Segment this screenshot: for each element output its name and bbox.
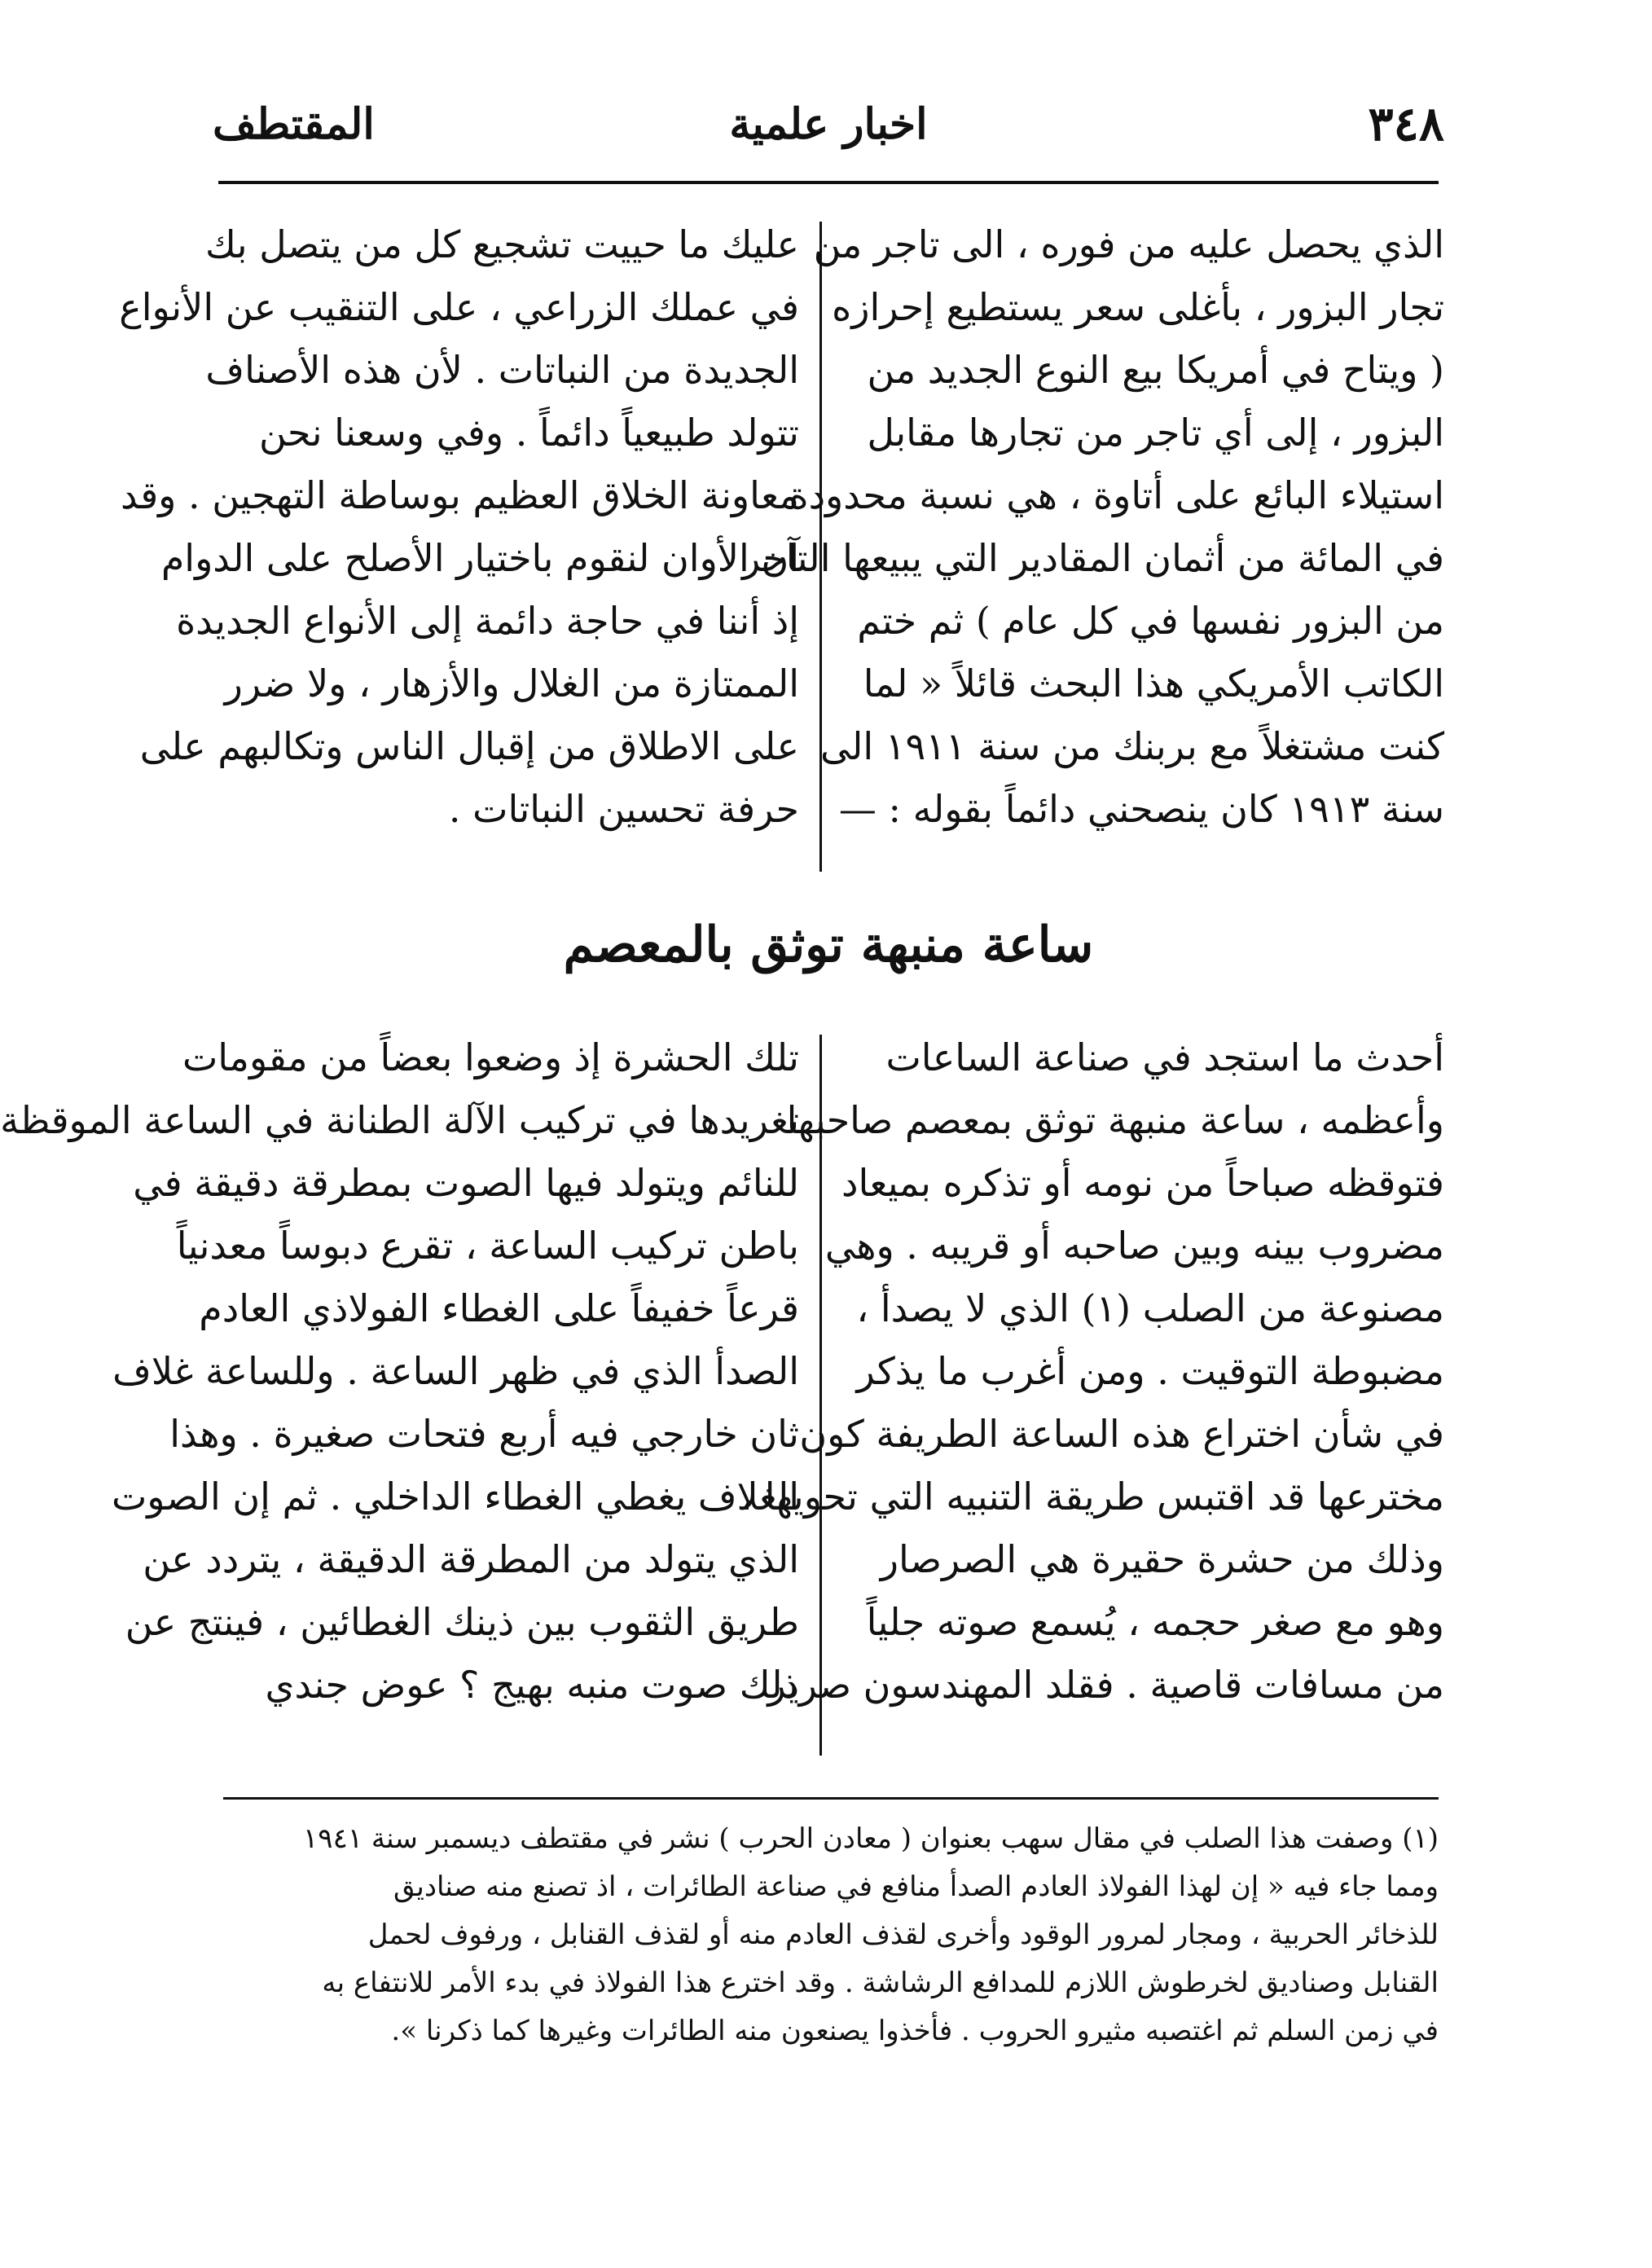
text-line: حرفة تحسين النباتات .: [448, 787, 799, 831]
footnote-line: في زمن السلم ثم اغتصبه مثيرو الحروب . فأخذوا يصنعون منه الطائرات وغيرها كما ذكرنا ».: [391, 2015, 1439, 2047]
running-header: [213, 96, 1444, 169]
footnote-line: ومما جاء فيه « إن لهذا الفولاذ العادم الصدأ منافع في صناعة الطائرات ، اذ تصنع منه صناديق: [393, 1870, 1439, 1903]
text-line: ثان خارجي فيه أربع فتحات صغيرة . وهذا: [169, 1412, 799, 1456]
text-line: في شأن اختراع هذه الساعة الطريفة كون: [799, 1412, 1444, 1456]
text-line: مضروب بينه وبين صاحبه أو قريبه . وهي: [824, 1224, 1444, 1268]
footnote-line: للذخائر الحربية ، ومجار لمرور الوقود وأخرى لقذف العادم منه أو لقذف القنابل ، ورفوف لحمل: [367, 1919, 1439, 1951]
text-line: كنت مشتغلاً مع بربنك من سنة ١٩١١ الى: [820, 724, 1444, 768]
text-line: مضبوطة التوقيت . ومن أغرب ما يذكر: [856, 1349, 1444, 1393]
text-line: تلك الحشرة إذ وضعوا بعضاً من مقومات: [182, 1035, 799, 1079]
text-line: تغريدها في تركيب الآلة الطنانة في الساعة الموقظة: [0, 1098, 799, 1142]
text-line: الغلاف يغطي الغطاء الداخلي . ثم إن الصوت: [112, 1475, 799, 1519]
article-continuation: [119, 213, 1444, 880]
text-line: من البزور نفسها في كل عام ) ثم ختم: [857, 599, 1444, 643]
text-line: عليك ما حييت تشجيع كل من يتصل بك: [205, 222, 799, 266]
left-column: [0, 1026, 799, 1716]
text-line: مصنوعة من الصلب (١) الذي لا يصدأ ،: [856, 1286, 1444, 1330]
text-line: الممتازة من الغلال والأزهار ، ولا ضرر: [224, 662, 799, 705]
text-line: للنائم ويتولد فيها الصوت بمطرقة دقيقة في: [133, 1161, 799, 1205]
footnote-line: (١) وصفت هذا الصلب في مقال سهب بعنوان ( معادن الحرب ) نشر في مقتطف ديسمبر سنة ١٩٤١: [303, 1822, 1439, 1855]
column-divider: [819, 222, 822, 872]
text-line: تتولد طبيعياً دائماً . وفي وسعنا نحن: [258, 411, 799, 455]
text-line: قرعاً خفيفاً على الغطاء الفولاذي العادم: [199, 1286, 799, 1330]
text-line: فتوقظه صباحاً من نومه أو تذكره بميعاد: [841, 1161, 1444, 1205]
article-title: ساعة منبهة توثق بالمعصم: [563, 916, 1094, 974]
footnote-rule: [223, 1797, 1439, 1800]
text-line: الصدأ الذي في ظهر الساعة . وللساعة غلاف: [112, 1349, 799, 1393]
text-line: الجديدة من النباتات . لأن هذه الأصناف: [205, 348, 799, 392]
text-line: معاونة الخلاق العظيم بوساطة التهجين . وقد: [121, 473, 799, 517]
header-rule: [218, 181, 1439, 184]
text-line: الذي يحصل عليه من فوره ، الى تاجر من: [813, 222, 1444, 266]
text-line: من مسافات قاصية . فقلد المهندسون صرير: [767, 1663, 1444, 1707]
right-column: [740, 1026, 1444, 1716]
text-line: سنة ١٩١٣ كان ينصحني دائماً بقوله : —: [838, 787, 1444, 831]
text-line: أحدث ما استجد في صناعة الساعات: [885, 1035, 1444, 1079]
article-body: [0, 1026, 1444, 1764]
section-title: اخبار علمية: [729, 99, 928, 149]
footnote: [221, 1815, 1439, 2055]
text-line: وأعظمه ، ساعة منبهة توثق بمعصم صاحبها: [786, 1098, 1444, 1142]
text-line: آن الأوان لنقوم باختيار الأصلح على الدوام: [160, 536, 799, 580]
text-line: على الاطلاق من إقبال الناس وتكالبهم على: [139, 724, 799, 768]
text-line: تجار البزور ، بأغلى سعر يستطيع إحرازه: [832, 285, 1444, 329]
journal-title: المقتطف: [213, 99, 375, 149]
text-line: مخترعها قد اقتبس طريقة التنبيه التي تحويها ،: [740, 1475, 1444, 1519]
text-line: في المائة من أثمان المقادير التي يبيعها التاجر: [741, 536, 1444, 580]
text-line: إذ أننا في حاجة دائمة إلى الأنواع الجديدة: [176, 599, 799, 643]
page-number: ٣٤٨: [1368, 96, 1444, 152]
left-column: [119, 213, 799, 841]
right-column: [741, 213, 1444, 841]
footnote-line: القنابل وصناديق لخرطوش اللازم للمدافع الرشاشة . وقد اخترع هذا الفولاذ في بدء الأمر للانتفاع به: [322, 1967, 1439, 1999]
text-line: ذلك صوت منبه بهيج ؟ عوض جندي: [265, 1663, 799, 1707]
text-line: في عملك الزراعي ، على التنقيب عن الأنواع: [119, 285, 799, 329]
text-line: وذلك من حشرة حقيرة هي الصرصار: [880, 1537, 1444, 1581]
text-line: الكاتب الأمريكي هذا البحث قائلاً « لما: [863, 662, 1444, 705]
text-line: البزور ، إلى أي تاجر من تجارها مقابل: [867, 411, 1444, 455]
text-line: طريق الثقوب بين ذينك الغطائين ، فينتج عن: [125, 1600, 799, 1644]
text-line: استيلاء البائع على أتاوة ، هي نسبة محدودة: [789, 473, 1444, 517]
text-line: الذي يتولد من المطرقة الدقيقة ، يتردد عن: [143, 1537, 799, 1581]
text-line: ( ويتاح في أمريكا بيع النوع الجديد من: [867, 348, 1444, 392]
text-line: وهو مع صغر حجمه ، يُسمع صوته جلياً: [866, 1600, 1444, 1644]
text-line: باطن تركيب الساعة ، تقرع دبوساً معدنياً: [176, 1224, 799, 1268]
column-divider: [819, 1035, 822, 1756]
